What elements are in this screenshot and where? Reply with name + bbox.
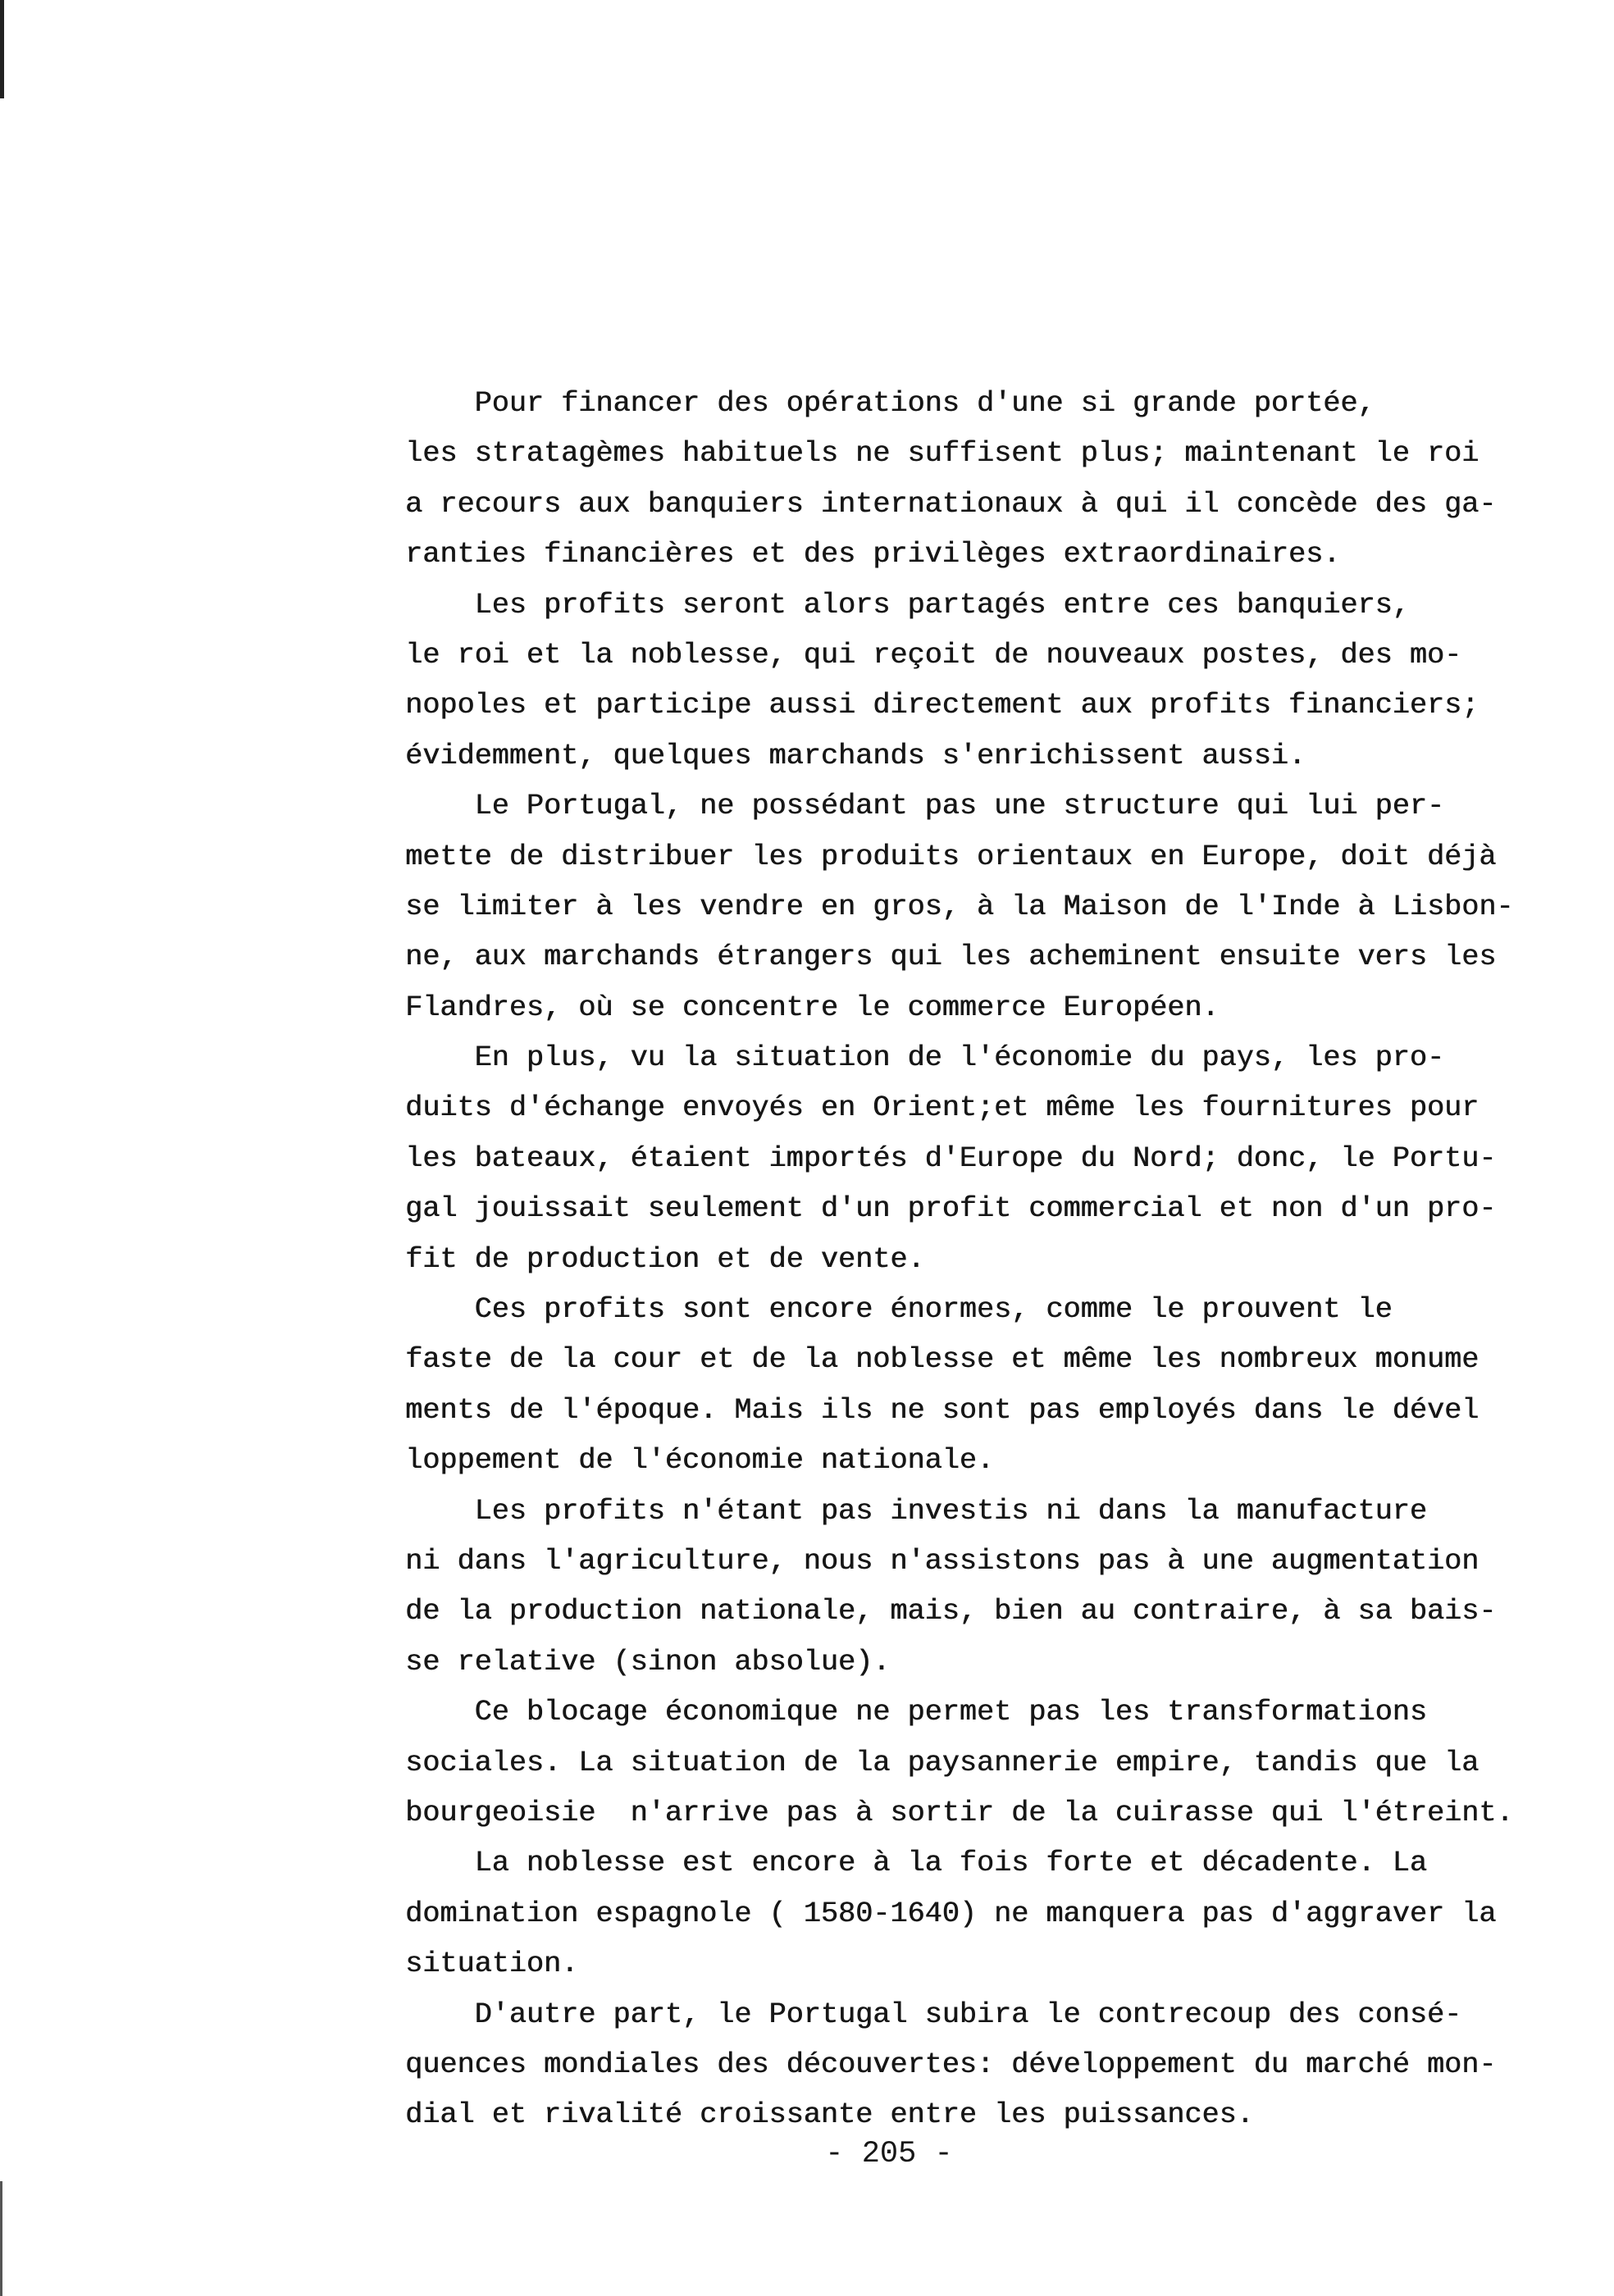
text-line: ne, aux marchands étrangers qui les acheminent ensuite vers les <box>405 941 1497 974</box>
body-text <box>405 379 1521 2141</box>
text-line: ranties financières et des privilèges extraordinaires. <box>405 538 1341 572</box>
text-line: sociales. La situation de la paysannerie empire, tandis que la <box>405 1746 1480 1779</box>
text-line: duits d'échange envoyés en Orient;et même les fournitures pour <box>405 1091 1480 1125</box>
text-line: situation. <box>405 1947 579 1981</box>
text-line: de la production nationale, mais, bien au contraire, à sa bais- <box>405 1595 1497 1629</box>
text-line: D'autre part, le Portugal subira le contrecoup des consé- <box>405 1998 1462 2031</box>
text-line: nopoles et participe aussi directement aux profits financiers; <box>405 689 1480 722</box>
text-line: bourgeoisie n'arrive pas à sortir de la cuirasse qui l'étreint. <box>405 1796 1514 1829</box>
text-line: Flandres, où se concentre le commerce Européen. <box>405 991 1220 1024</box>
text-line: le roi et la noblesse, qui reçoit de nouveaux postes, des mo- <box>405 638 1462 672</box>
text-line: Ce blocage économique ne permet pas les transformations <box>405 1696 1427 1729</box>
text-line: se relative (sinon absolue). <box>405 1645 891 1679</box>
text-line: Les profits n'étant pas investis ni dans la manufacture <box>405 1494 1427 1528</box>
text-line: évidemment, quelques marchands s'enrichissent aussi. <box>405 739 1306 772</box>
text-line: ni dans l'agriculture, nous n'assistons pas à une augmentation <box>405 1544 1480 1578</box>
text-line: les bateaux, étaient importés d'Europe du Nord; donc, le Portu- <box>405 1141 1497 1175</box>
text-line: mette de distribuer les produits orientaux en Europe, doit déjà <box>405 840 1497 873</box>
text-line: Le Portugal, ne possédant pas une structure qui lui per- <box>405 790 1444 823</box>
text-line: La noblesse est encore à la fois forte et décadente. La <box>405 1847 1427 1880</box>
text-line: fit de production et de vente. <box>405 1242 925 1276</box>
text-line: ments de l'époque. Mais ils ne sont pas employés dans le dével <box>405 1393 1480 1427</box>
text-line: a recours aux banquiers internationaux à qui il concède des ga- <box>405 487 1497 521</box>
scan-edge-shadow <box>0 0 4 98</box>
text-line: Les profits seront alors partagés entre ces banquiers, <box>405 588 1410 622</box>
text-line: faste de la cour et de la noblesse et même les nombreux monume <box>405 1343 1480 1377</box>
page-footer <box>0 2137 1614 2171</box>
text-line: quences mondiales des découvertes: développement du marché mon- <box>405 2048 1497 2081</box>
scan-edge-shadow-bottom <box>0 2181 2 2296</box>
text-line: les stratagèmes habituels ne suffisent plus; maintenant le roi <box>405 437 1480 471</box>
text-line: En plus, vu la situation de l'économie du pays, les pro- <box>405 1041 1444 1075</box>
text-line: se limiter à les vendre en gros, à la Maison de l'Inde à Lisbon- <box>405 890 1514 923</box>
text-line: Pour financer des opérations d'une si grande portée, <box>405 387 1375 420</box>
page-number: - 205 - <box>825 2137 953 2171</box>
text-line: gal jouissait seulement d'un profit commercial et non d'un pro- <box>405 1192 1497 1226</box>
text-line: loppement de l'économie nationale. <box>405 1444 994 1478</box>
text-line: Ces profits sont encore énormes, comme le prouvent le <box>405 1293 1393 1327</box>
text-line: dial et rivalité croissante entre les puissances. <box>405 2098 1254 2132</box>
text-line: domination espagnole ( 1580-1640) ne manquera pas d'aggraver la <box>405 1897 1497 1930</box>
